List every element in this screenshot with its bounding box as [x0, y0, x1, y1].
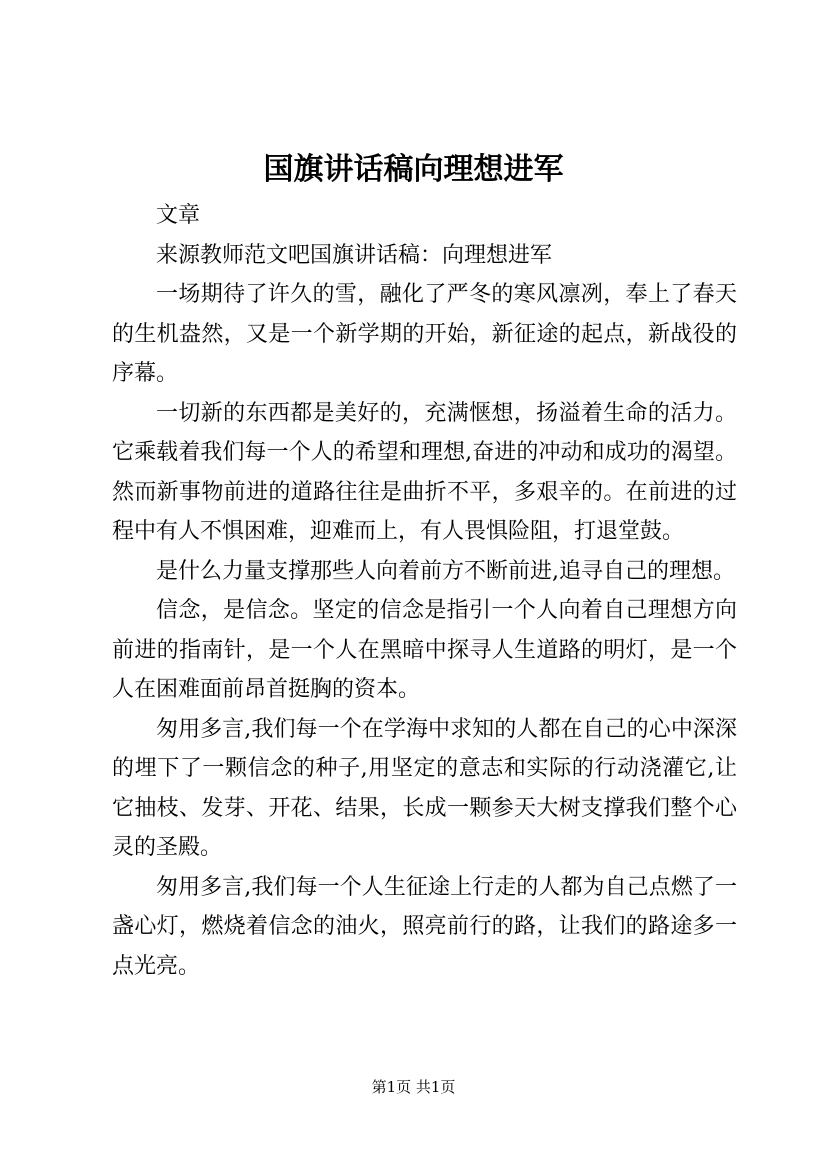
paragraph-lamp: 匆用多言,我们每一个人生征途上行走的人都为自己点燃了一盏心灯，燃烧着信念的油火，照亮前行的路，让我们的路途多一点光亮。: [112, 874, 737, 979]
paragraph-question: 是什么力量支撑那些人向着前方不断前进,追寻自己的理想。: [156, 558, 735, 584]
paragraph-seed: 匆用多言,我们每一个在学海中求知的人都在自己的心中深深的埋下了一颗信念的种子,用坚定的意志和实际的行动浇灌它,让它抽枝、发芽、开花、结果，长成一颗参天大树支撑我们整个心灵的圣殿。: [112, 716, 737, 860]
paragraph-snow: 一场期待了许久的雪，融化了严冬的寒风凛冽，奉上了春天的生机盎然，又是一个新学期的开始，新征途的起点，新战役的序幕。: [112, 282, 737, 386]
page-footer: 第1页 共1页: [371, 1078, 456, 1096]
paragraph-new-things: 一切新的东西都是美好的，充满惬想，扬溢着生命的活力。它乘载着我们每一个人的希望和理想,奋进的冲动和成功的渴望。然而新事物前进的道路往往是曲折不平，多艰辛的。在前进的过程中有人不惧困难，迎难而上，有人畏惧险阻，打退堂鼓。: [112, 400, 737, 544]
paragraph-source: 来源教师范文吧国旗讲话稿：向理想进军: [156, 242, 553, 268]
document-title: 国旗讲话稿向理想进军: [263, 152, 564, 187]
paragraph-category: 文章: [156, 203, 201, 228]
paragraph-belief: 信念，是信念。坚定的信念是指引一个人向着自己理想方向前进的指南针，是一个人在黑暗中探寻人生道路的明灯，是一个人在困难面前昂首挺胸的资本。: [112, 598, 737, 702]
document-body: [112, 196, 737, 986]
